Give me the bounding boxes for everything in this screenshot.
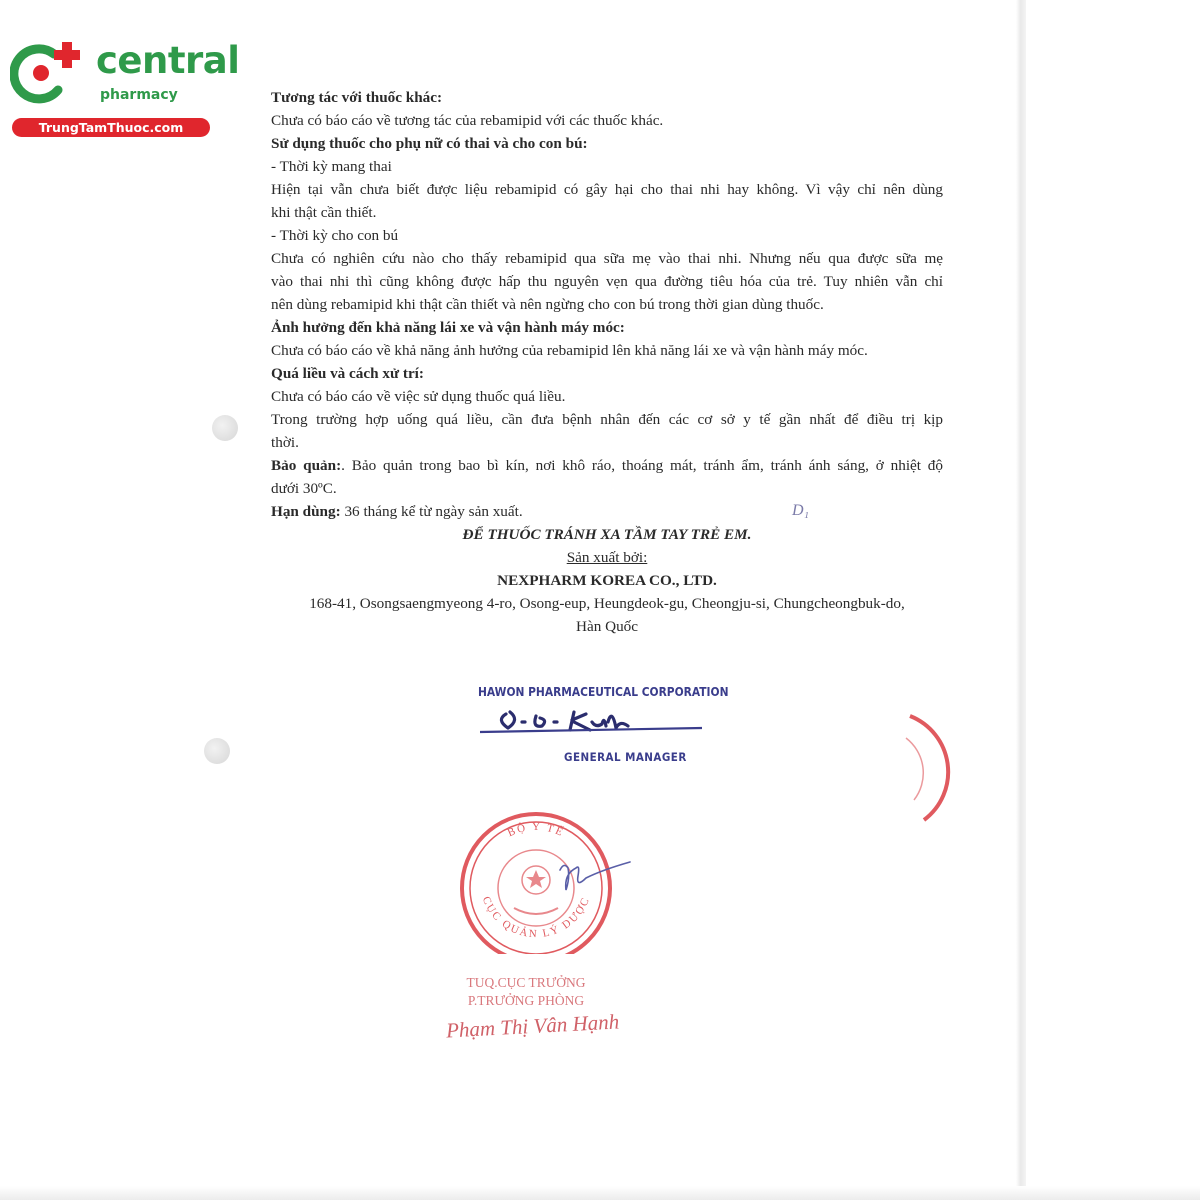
overdose-text-line: Trong trường hợp uống quá liều, cần đưa bệnh nhân đến các cơ sở y tế gần nhất để điều trị kịp <box>271 411 943 428</box>
lactation-subheading: - Thời kỳ cho con bú <box>271 227 399 244</box>
page-edge-shadow <box>1016 0 1026 1200</box>
company-stamp <box>474 684 729 768</box>
lactation-text-line: nên dùng rebamipid khi thật cần thiết và nên ngừng cho con bú trong thời gian dùng thuốc. <box>271 296 824 313</box>
svg-text:CỤC QUẢN LÝ DƯỢC <box>480 895 593 941</box>
manufactured-by-label: Sản xuất bởi: <box>566 549 648 566</box>
lactation-text-line: Chưa có nghiên cứu nào cho thấy rebamipid qua sữa mẹ vào thai nhi. Nhưng nếu qua được sữa mẹ <box>271 250 943 267</box>
brand-url: TrungTamThuoc.com <box>12 118 210 137</box>
storage-line <box>271 454 943 477</box>
official-title-line: P.TRƯỞNG PHÒNG <box>467 993 585 1008</box>
svg-text:BỘ Y TẾ <box>506 821 567 839</box>
interactions-heading: Tương tác với thuốc khác: <box>271 89 443 106</box>
shelf-life-text: 36 tháng kể từ ngày sản xuất. <box>340 503 523 520</box>
overdose-text-line: thời. <box>271 434 299 451</box>
official-signature-name: Phạm Thị Vân Hạnh <box>445 1009 620 1043</box>
pharmacy-cross-icon <box>10 40 90 106</box>
pregnancy-subheading: - Thời kỳ mang thai <box>271 158 392 175</box>
partial-seal-edge <box>900 708 964 828</box>
brand-name: central <box>96 39 240 82</box>
punch-hole <box>212 415 238 441</box>
driving-heading: Ảnh hưởng đến khả năng lái xe và vận hành máy móc: <box>271 319 625 336</box>
manufactured-by-line <box>271 546 943 569</box>
brand-logo <box>10 38 240 138</box>
manufacturer-country: Hàn Quốc <box>576 618 638 635</box>
ministry-seal <box>452 804 642 954</box>
overdose-text-line: Chưa có báo cáo về việc sử dụng thuốc quá liều. <box>271 388 566 405</box>
child-warning: ĐỂ THUỐC TRÁNH XA TẦM TAY TRẺ EM. <box>462 526 752 543</box>
company-name: HAWON PHARMACEUTICAL CORPORATION <box>478 684 729 699</box>
overdose-heading: Quá liều và cách xử trí: <box>271 365 424 382</box>
storage-text-line: dưới 30ºC. <box>271 480 337 497</box>
storage-label: Bảo quản: <box>271 457 342 474</box>
company-manager-title: GENERAL MANAGER <box>564 750 687 764</box>
pregnancy-text-line: khi thật cần thiết. <box>271 204 377 221</box>
punch-hole <box>204 738 230 764</box>
margin-initial-mark: D₁ <box>792 502 810 519</box>
official-title-line: TUQ.CỤC TRƯỞNG <box>466 975 586 990</box>
page-bottom-shadow <box>0 1186 1200 1200</box>
shelf-life-line <box>271 500 943 523</box>
manager-signature <box>474 698 706 738</box>
storage-text: . Bảo quản trong bao bì kín, nơi khô ráo, thoáng mát, tránh ẩm, tránh ánh sáng, ở nhiệt độ <box>341 457 943 474</box>
manufacturer-name: NEXPHARM KOREA CO., LTD. <box>497 572 717 589</box>
seal-top-text: BỘ Y TẾ <box>505 820 567 840</box>
pregnancy-text-line: Hiện tại vẫn chưa biết được liệu rebamipid có gây hại cho thai nhi hay không. Vì vậy chỉ nên dùng <box>271 181 943 198</box>
driving-text: Chưa có báo cáo về khả năng ảnh hưởng của rebamipid lên khả năng lái xe và vận hành máy móc. <box>271 342 868 359</box>
leaflet-text <box>271 86 943 638</box>
interactions-text: Chưa có báo cáo về tương tác của rebamipid với các thuốc khác. <box>271 112 664 129</box>
manufacturer-address: 168-41, Osongsaengmyeong 4-ro, Osong-eup, Heungdeok-gu, Cheongju-si, Chungcheongbuk-do, <box>309 595 905 612</box>
shelf-life-label: Hạn dùng: <box>271 503 341 520</box>
lactation-text-line: vào thai nhi thì cũng không được hấp thu nguyên vẹn qua đường tiêu hóa của trẻ. Tuy nhiên vẫn chỉ <box>271 273 943 290</box>
brand-tagline: pharmacy <box>100 87 178 103</box>
seal-ring-text: CỤC QUẢN LÝ DƯỢC <box>479 894 593 941</box>
official-signature-block <box>446 974 606 1010</box>
pregnancy-heading: Sử dụng thuốc cho phụ nữ có thai và cho con bú: <box>271 135 588 152</box>
